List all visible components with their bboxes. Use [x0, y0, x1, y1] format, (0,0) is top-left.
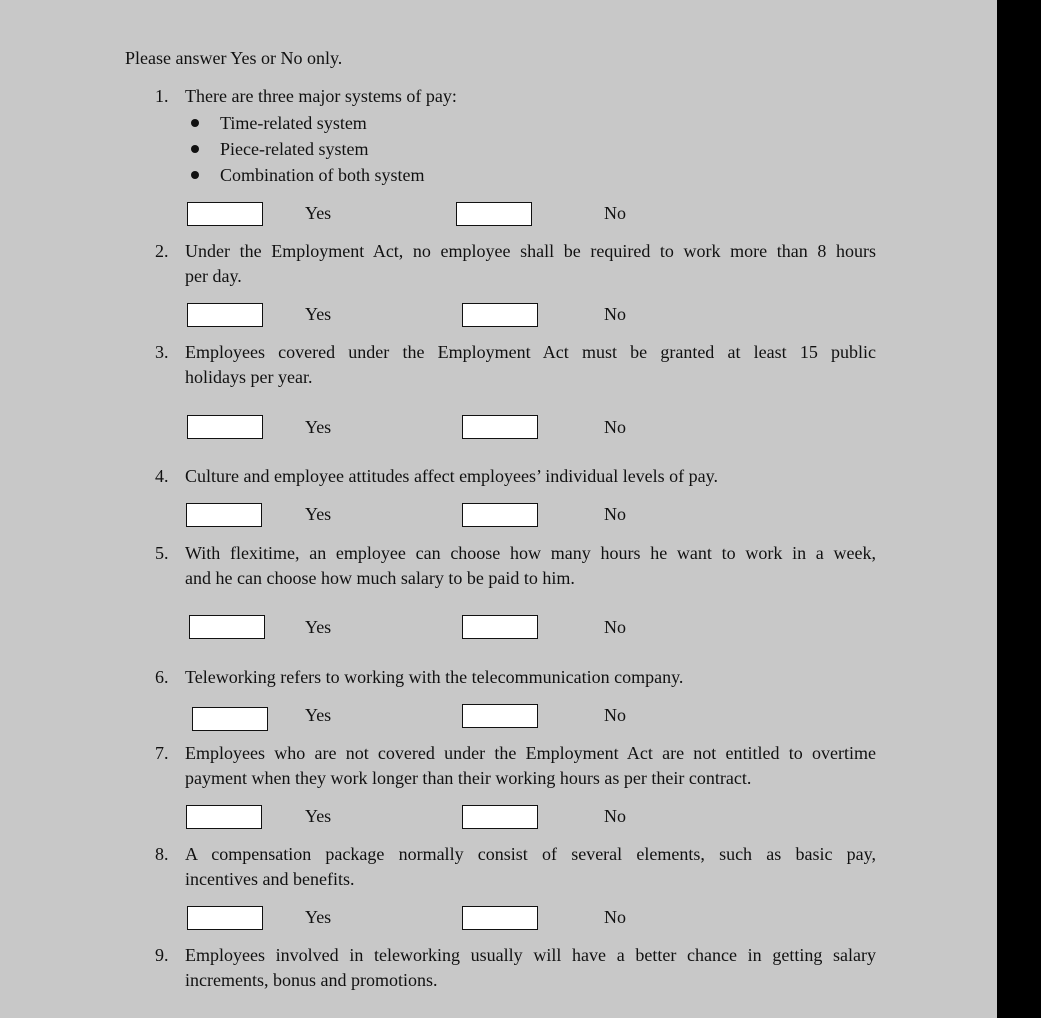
question-2-no-checkbox[interactable] — [462, 303, 538, 327]
question-1-text: There are three major systems of pay: — [185, 86, 457, 106]
question-8-no-checkbox[interactable] — [462, 906, 538, 930]
question-7-yes-label: Yes — [305, 806, 332, 826]
question-8-text-line-2: incentives and benefits. — [185, 869, 355, 889]
question-3-text-line-1: Employees covered under the Employment Act must be granted at least 15 public — [185, 342, 876, 362]
question-3-no-label: No — [604, 417, 626, 437]
question-5-yes-label: Yes — [305, 617, 332, 637]
question-8-yes-label: Yes — [305, 907, 332, 927]
question-1-bullet-3: Combination of both system — [220, 165, 425, 185]
question-7-no-label: No — [604, 806, 626, 826]
question-2-yes-label: Yes — [305, 304, 332, 324]
bullet-icon — [191, 171, 199, 179]
question-2-yes-checkbox[interactable] — [187, 303, 263, 327]
question-6-no-checkbox[interactable] — [462, 704, 538, 728]
question-7-text-line-2: payment when they work longer than their working hours as per their contract. — [185, 768, 752, 788]
question-1-bullet-2: Piece-related system — [220, 139, 369, 159]
question-3-yes-label: Yes — [305, 417, 332, 437]
question-9-text-line-1: Employees involved in teleworking usually will have a better chance in getting salary — [185, 945, 876, 965]
question-3-number: 3. — [155, 342, 169, 362]
question-2-no-label: No — [604, 304, 626, 324]
question-4-number: 4. — [155, 466, 169, 486]
question-6-number: 6. — [155, 667, 169, 687]
question-1-yes-checkbox[interactable] — [187, 202, 263, 226]
question-7-text-line-1: Employees who are not covered under the Employment Act are not entitled to overtime — [185, 743, 876, 763]
question-6-no-label: No — [604, 705, 626, 725]
question-4-no-checkbox[interactable] — [462, 503, 538, 527]
bullet-icon — [191, 119, 199, 127]
question-4-no-label: No — [604, 504, 626, 524]
question-2-text-line-1: Under the Employment Act, no employee shall be required to work more than 8 hours — [185, 241, 876, 261]
question-1-no-label: No — [604, 203, 626, 223]
question-2-text-line-2: per day. — [185, 266, 242, 286]
question-8-yes-checkbox[interactable] — [187, 906, 263, 930]
question-9-text-line-2: increments, bonus and promotions. — [185, 970, 438, 990]
question-5-no-checkbox[interactable] — [462, 615, 538, 639]
question-5-yes-checkbox[interactable] — [189, 615, 265, 639]
question-3-no-checkbox[interactable] — [462, 415, 538, 439]
question-6-text: Teleworking refers to working with the telecommunication company. — [185, 667, 684, 687]
question-1-bullet-1: Time-related system — [220, 113, 367, 133]
question-5-text-line-2: and he can choose how much salary to be paid to him. — [185, 568, 575, 588]
question-7-number: 7. — [155, 743, 169, 763]
question-5-text-line-1: With flexitime, an employee can choose how many hours he want to work in a week, — [185, 543, 876, 563]
question-7-no-checkbox[interactable] — [462, 805, 538, 829]
question-3-yes-checkbox[interactable] — [187, 415, 263, 439]
question-8-number: 8. — [155, 844, 169, 864]
question-4-text: Culture and employee attitudes affect employees’ individual levels of pay. — [185, 466, 718, 486]
question-4-yes-label: Yes — [305, 504, 332, 524]
question-1-no-checkbox[interactable] — [456, 202, 532, 226]
question-4-yes-checkbox[interactable] — [186, 503, 262, 527]
question-6-yes-label: Yes — [305, 705, 332, 725]
bullet-icon — [191, 145, 199, 153]
question-3-text-line-2: holidays per year. — [185, 367, 313, 387]
instruction-text: Please answer Yes or No only. — [125, 48, 343, 68]
question-2-number: 2. — [155, 241, 169, 261]
question-1-yes-label: Yes — [305, 203, 332, 223]
question-7-yes-checkbox[interactable] — [186, 805, 262, 829]
question-5-number: 5. — [155, 543, 169, 563]
question-8-text-line-1: A compensation package normally consist of several elements, such as basic pay, — [185, 844, 876, 864]
question-9-number: 9. — [155, 945, 169, 965]
question-5-no-label: No — [604, 617, 626, 637]
question-8-no-label: No — [604, 907, 626, 927]
question-6-yes-checkbox[interactable] — [192, 707, 268, 731]
question-1-number: 1. — [155, 86, 169, 106]
